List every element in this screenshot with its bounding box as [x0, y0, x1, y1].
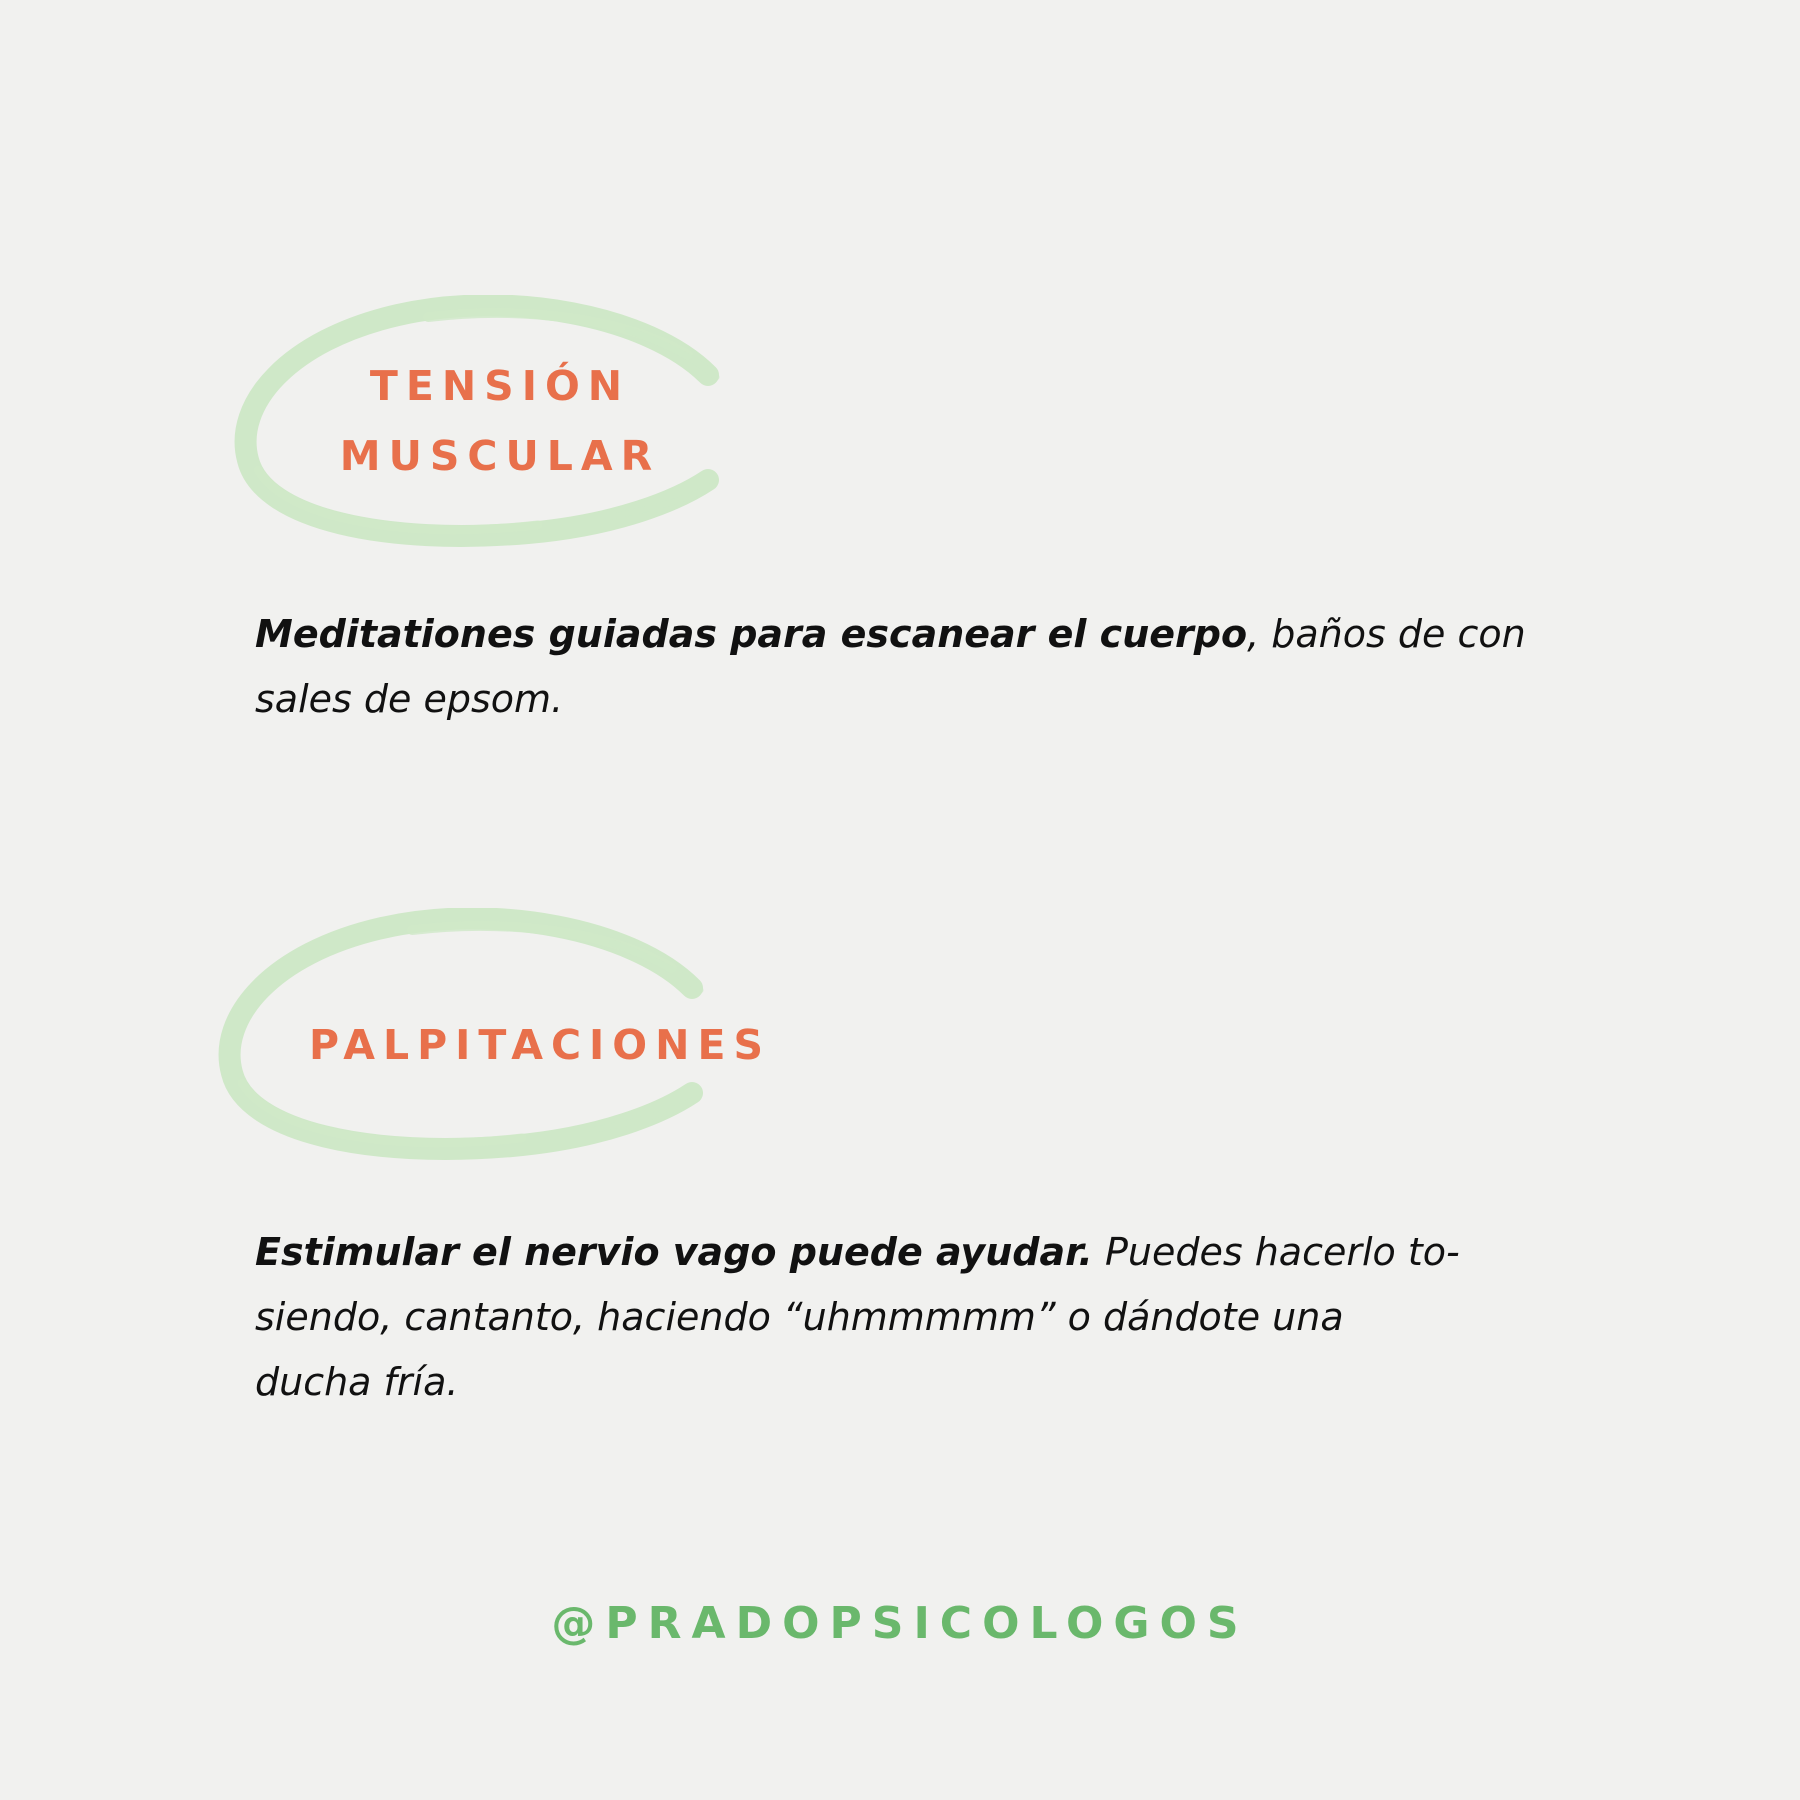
body-regular-text: Puedes hacerlo to-	[1092, 1230, 1460, 1274]
section-heading-palpitaciones: PALPITACIONES	[308, 1021, 771, 1069]
body-regular-text-line-2: siendo, cantanto, haciendo “uhmmmmm” o dándote una	[255, 1295, 1344, 1339]
section-body-1	[255, 602, 1675, 732]
section-heading-tension-muscular	[300, 351, 700, 491]
body-bold-text: Estimular el nervio vago puede ayudar.	[255, 1230, 1093, 1274]
body-regular-text-line-3: ducha fría.	[255, 1360, 459, 1404]
body-regular-text: , baños de con	[1247, 612, 1526, 656]
heading-line-2: MUSCULAR	[339, 432, 661, 480]
social-handle: @PRADOPSICOLOGOS	[551, 1598, 1249, 1649]
body-bold-text: Meditationes guiadas para escanear el cuerpo	[255, 612, 1248, 656]
heading-line-1: TENSIÓN	[369, 362, 631, 410]
body-regular-text-line-2: sales de epsom.	[255, 677, 564, 721]
section-body-2	[255, 1220, 1675, 1415]
